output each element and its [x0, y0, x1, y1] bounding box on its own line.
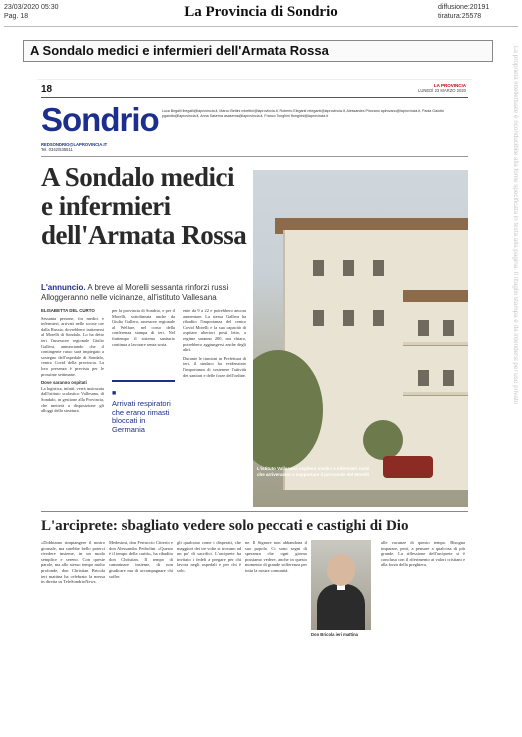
- contact-block: [41, 142, 107, 152]
- photo-window: [373, 310, 384, 326]
- boxout: [112, 380, 175, 434]
- paper-brand: LA PROVINCIA: [433, 83, 466, 88]
- column-1-text: Sessanta persone, fra medici e infermieri, arrivati nelle scorse ore dalla Russia, dovrebbero trattenersi al Morelli di Sondalo. Lo ha detto ieri l'assessore regionale Giulio Gallera, annunciando che il contingente russo sarà impiegato a sostegno dell'ospedale di Sondalo, centro Covid della provincia. La loro presenza è prevista per le prossime settimane.: [41, 315, 104, 377]
- priest-photo: [311, 540, 371, 630]
- article-divider: [41, 511, 468, 512]
- header-divider: [4, 26, 518, 27]
- second-article-title: L'arciprete: sbagliato vedere solo peccati e castighi di Dio: [41, 518, 409, 534]
- editorial-staff: Luca Begalli lbegalli@laprovincia.it, Marco Bettini mbettini@laprovincia.it, Roberto Eleganti releganti@laprovincia.it, Alessandra Pirovano apirovano@laprovincia.it, Paola Gaiotto pgaiotto@laprovincia.it, Anna Saserna asaserna@laprovincia.it, Franco Tonghini ftonghini@laprovincia.it: [162, 109, 444, 118]
- boxout-text: Arrivati respiratori che erano rimasti bloccati in Germania: [112, 399, 171, 434]
- header-right: [438, 3, 518, 21]
- second-article-column-2: Medesimi, don Ferruccio Citterio e don Alessandro Pedrolini. «Questo è il tempo della carità», ha ribadito don Christian. Il tempo di camminare insieme, di non giudicare ma di accompagnare chi soffre.: [109, 540, 173, 579]
- column-3b-text: Durante le riunioni in Prefettura di ieri, il sindaco ha evidenziato l'importanza di sostenere l'attività dei sanitari e delle forze dell'ordine.: [183, 355, 246, 378]
- paper-brand-block: [406, 83, 466, 93]
- section-title: Sondrio: [41, 101, 159, 138]
- article-column-1: [41, 308, 104, 508]
- second-article-column-3: gli qualcuno come i disperati, che maggiori dei tre volte si trovano ad un po' di sacrifici. L'arciprete ha invitato i fedeli a pregare per chi lavora negli ospedali e per chi è solo.: [177, 540, 241, 573]
- photo-roof-secondary: [403, 290, 468, 302]
- photo-window: [418, 370, 429, 386]
- paper-date: LUNEDÌ 23 MARZO 2020: [418, 88, 466, 93]
- arrow-right-icon: ■: [112, 389, 117, 397]
- photo-window: [313, 310, 324, 326]
- photo-window: [418, 320, 429, 336]
- header-distribution: diffusione:20191: [438, 4, 490, 11]
- photo-caption: L'istituto Vallesana ospiterà medici e infermieri russi che arriveranno a supportare il personale del Morelli: [257, 466, 370, 477]
- clipping-headline: A Sondalo medici e infermieri dell'Armata Rossa: [23, 40, 493, 62]
- second-article-column-5: alle vacanze di questo tempo. Bisogna imparare, però, a pensare a qualcosa di più grande. La riflessione dell'arciprete si è conclusa con il riferimento ai valori cristiani e alla forza della preghiera.: [381, 540, 465, 568]
- masthead: La Provincia di Sondrio: [184, 4, 338, 20]
- clipping-header: [4, 3, 518, 25]
- priest-photo-caption: Don Bricola ieri mattina: [311, 632, 359, 637]
- header-page: Pag. 18: [4, 13, 29, 20]
- kicker-text: A breve al Morelli sessanta rinforzi russi Alloggeranno nelle vicinanze, all'istituto Vallesana: [41, 283, 229, 302]
- article-kicker: [41, 283, 241, 303]
- header-datetime: 23/03/2020 05:30: [4, 4, 59, 11]
- photo-figure-head: [327, 554, 355, 586]
- photo-window: [373, 260, 384, 276]
- contact-email: REDSONDRIO@LAPROVINCIA.IT: [41, 142, 108, 147]
- header-print-run: tiratura:25578: [438, 13, 482, 20]
- photo-balcony: [403, 392, 468, 396]
- second-article-column-1: «Dobbiamo rimpiangere il nostro giornale, ma sarebbe bello poterci rivedere insieme, in un modo semplice e sereno. Con queste parole, ma allo stesso tempo molto profonde, don Christian Bricola ieri mattina ha celebrato la messa in diretta su TeleSondrioNews.: [41, 540, 105, 585]
- photo-window: [313, 260, 324, 276]
- photo-tree: [363, 420, 403, 460]
- page-number: 18: [41, 84, 53, 95]
- article-photo: [253, 170, 468, 507]
- photo-window: [343, 260, 354, 276]
- photo-window: [443, 320, 454, 336]
- page-top-rule: [41, 97, 468, 98]
- section-rule: [41, 156, 468, 157]
- article-column-3: [183, 308, 246, 508]
- second-article-column-4: ne. Il Signore non abbandona il suo popolo. Ci sono segni di speranza che ogni giorno possiamo vedere, anche in questo momento di grande sofferenza per tutta la nostra comunità.: [245, 540, 307, 573]
- column-2-text: per la provincia di Sondrio, e per il Morelli, sottolineata anche da Giulio Gallera, assessore regionale al Welfare, nel corso della conferenza stampa di ieri. Nel frattempo il sistema sanitario continua a lavorare senza sosta.: [112, 308, 175, 347]
- photo-car: [383, 456, 433, 478]
- column-1b-text: La logistica, infatti, verrà assicurata dall'istituto scolastico Vallesana, di Sondalo, in gestione alla Provincia, che metterà a disposizione gli alloggi della struttura.: [41, 385, 104, 414]
- column-3-text: ente da 9 a 22 e potrebbero ancora aumentare. La stessa Gallera ha ribadito l'importanza del centro Covid Morelli e la sua capacità di ospitare ulteriori posti letto, a regime saranno 200, ma chiaro, potrebbero aggiungersi anche degli altri.: [183, 308, 246, 353]
- article-title: A Sondalo medici e infermieri dell'Armata Rossa: [41, 162, 247, 250]
- newspaper-page: [37, 79, 472, 724]
- photo-balcony: [403, 342, 468, 346]
- second-article-body: [41, 540, 468, 722]
- photo-window: [343, 310, 354, 326]
- subhead: Dove saranno ospitati: [41, 380, 87, 386]
- copyright-side-note: La proprietà intellettuale è riconducibile alla fonte specificata in testa alla pagina. Il ritaglio stampa è da intendersi per uso privato: [512, 46, 519, 405]
- photo-window: [443, 370, 454, 386]
- kicker-lead: L'annuncio.: [41, 283, 86, 292]
- contact-tel: Tel. 0342/535511: [41, 147, 73, 153]
- photo-figure-body: [317, 584, 365, 630]
- byline: ELISABETTA DEL CURTO: [41, 308, 95, 313]
